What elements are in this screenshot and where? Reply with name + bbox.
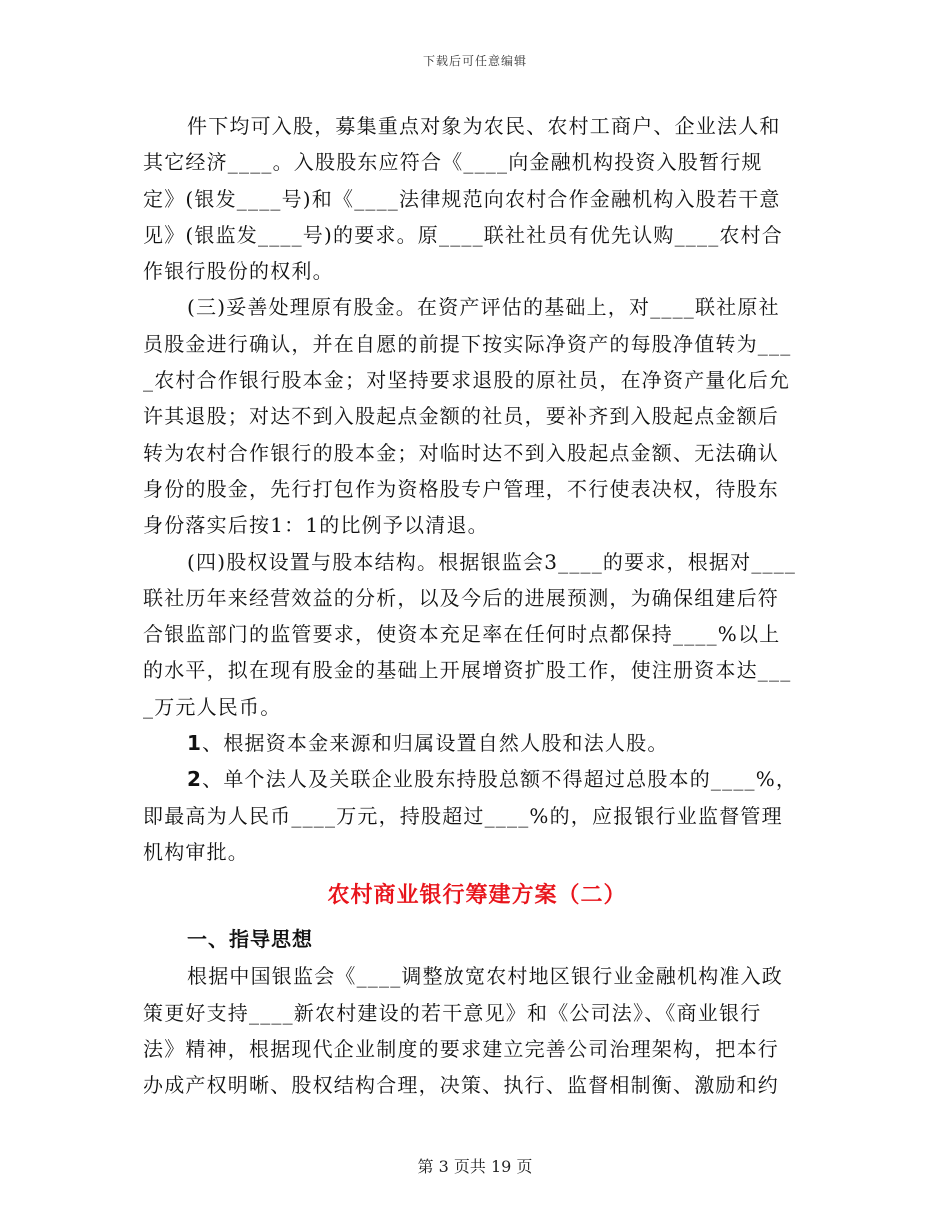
text-line: 许其退股；对达不到入股起点金额的社员，要补齐到入股起点金额后 — [143, 404, 779, 429]
text-line: (三)妥善处理原有股金。在资产评估的基础上，对____联社原社 — [187, 295, 780, 320]
text-line: (四)股权设置与股本结构。根据银监会3____的要求，根据对____ — [187, 549, 797, 574]
item-text: 、单个法人及关联企业股东持股总额不得超过总股本的____%， — [202, 767, 798, 792]
section-title: 农村商业银行筹建方案（二） — [327, 883, 627, 909]
list-item-2 — [143, 761, 811, 870]
text-line: 即最高为人民币____万元，持股超过____%的，应报银行业监督管理 — [143, 803, 783, 828]
text-line: 策更好支持____新农村建设的若干意见》和《公司法》、《商业银行 — [143, 1000, 762, 1025]
text-line: _万元人民币。 — [143, 694, 282, 719]
document-body — [143, 108, 811, 1103]
text-line: 机构审批。 — [143, 839, 249, 864]
list-item-1 — [143, 725, 811, 761]
paragraph-shareholder-eligibility — [143, 108, 811, 289]
text-line: 其它经济____。入股股东应符合《____向金融机构投资入股暂行规 — [143, 150, 763, 175]
text-line — [143, 725, 811, 761]
text-line — [143, 761, 811, 797]
paragraph-existing-shares — [143, 289, 811, 543]
text-line: _农村合作银行股本金；对坚持要求退股的原社员，在净资产量化后允 — [143, 368, 791, 393]
page-footer: 第 3 页共 19 页 — [417, 1157, 533, 1176]
item-number: 1 — [187, 731, 203, 756]
text-line: 联社历年来经营效益的分析，以及今后的进展预测，为确保组建后符 — [143, 585, 779, 610]
text-line: 身份的股金，先行打包作为资格股专户管理，不行使表决权，待股东 — [143, 476, 779, 501]
text-line: 合银监部门的监管要求，使资本充足率在任何时点都保持____%以上 — [143, 622, 781, 647]
text-line: 的水平，拟在现有股金的基础上开展增资扩股工作，使注册资本达___ — [143, 658, 792, 683]
text-line: 作银行股份的权利。 — [143, 259, 334, 284]
text-line: 身份落实后按1：1的比例予以清退。 — [143, 513, 489, 538]
item-number: 2 — [187, 767, 203, 792]
text-line: 件下均可入股，募集重点对象为农民、农村工商户、企业法人和 — [187, 114, 781, 138]
text-line: 办成产权明晰、股权结构合理，决策、执行、监督相制衡、激励和约 — [143, 1073, 779, 1098]
text-line: 员股金进行确认，并在自愿的前提下按实际净资产的每股净值转为___ — [143, 331, 792, 356]
text-line: 定》(银发____号)和《____法律规范向农村合作金融机构入股若干意 — [143, 186, 781, 211]
text-line: 法》精神，根据现代企业制度的要求建立完善公司治理架构，把本行 — [143, 1036, 779, 1061]
text-line: 转为农村合作银行的股本金；对临时达不到入股起点金额、无法确认 — [143, 440, 779, 465]
heading-guiding-ideology: 一、指导思想 — [187, 927, 313, 952]
text-line: 见》(银监发____号)的要求。原____联社社员有优先认购____农村合 — [143, 222, 784, 247]
item-text: 、根据资本金来源和归属设置自然人股和法人股。 — [202, 731, 669, 756]
paragraph-guiding-ideology — [143, 958, 811, 1103]
paragraph-equity-structure — [143, 544, 811, 725]
text-line: 根据中国银监会《____调整放宽农村地区银行业金融机构准入政 — [187, 964, 783, 989]
page-header: 下载后可任意编辑 — [422, 54, 527, 68]
